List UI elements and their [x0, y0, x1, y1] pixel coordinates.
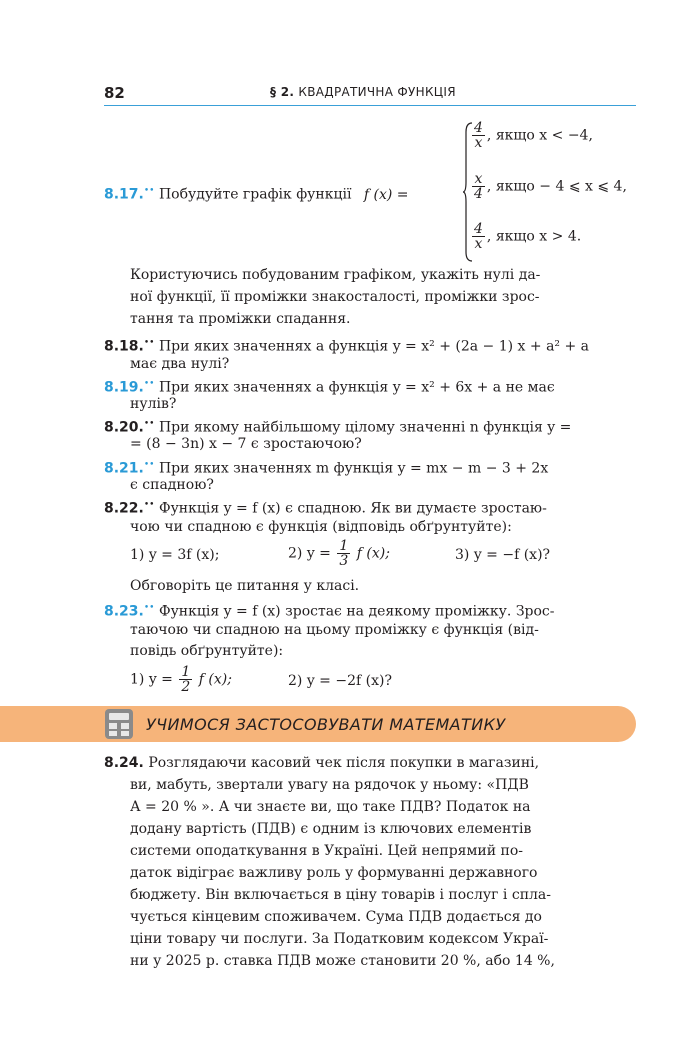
exercise-8-24-line: даток відіграє важливу роль у формуванні державного: [130, 865, 538, 881]
exercise-8-23-line: повідь обґрунтуйте):: [130, 643, 284, 659]
exercise-text: Функція y = f (x) зростає на деякому проміжку. Зрос-: [158, 603, 555, 620]
option-label: 2) y =: [288, 545, 331, 562]
page-number: 82: [104, 84, 125, 102]
exercise-8-17-intro: [104, 180, 409, 206]
option-expression: f (x);: [198, 671, 232, 688]
fraction: $\frac{4}{x}$: [474, 120, 483, 151]
exercise-8-22-line: Обговоріть це питання у класі.: [130, 578, 360, 594]
exercise-8-23-line: таючою чи спадною на цьому проміжку є функція (від-: [130, 622, 539, 638]
option-label: 1) y =: [130, 671, 173, 688]
banner-title: УЧИМОСЯ ЗАСТОСОВУВАТИ МАТЕМАТИКУ: [146, 715, 506, 734]
exercise-8-18-line: має два нулі?: [130, 356, 230, 372]
exercise-8-24: [104, 752, 539, 775]
exercise-8-21-line: є спадною?: [130, 477, 214, 493]
exercise-number: 8.22.: [104, 500, 144, 517]
exercise-number: 8.18.: [104, 338, 144, 355]
exercise-text: Побудуйте графік функції: [158, 186, 352, 203]
exercise-8-22-option-1: 1) y = 3f (x);: [130, 547, 220, 563]
exercise-8-19-line: нулів?: [130, 396, 177, 412]
piece-condition: , якщо − 4 ⩽ x ⩽ 4,: [486, 178, 627, 195]
difficulty-mark: ••: [143, 460, 155, 470]
exercise-number: 8.21.: [104, 460, 144, 477]
exercise-number: 8.17.: [104, 186, 144, 203]
difficulty-mark: ••: [143, 338, 155, 348]
fraction: $\frac{1}{2}$: [181, 664, 191, 695]
exercise-8-24-line: додану вартість (ПДВ) є одним із ключових елементів: [130, 821, 532, 837]
exercise-8-22-option-2: [288, 539, 390, 568]
page-header: [104, 80, 636, 106]
exercise-text: Розглядаючи касовий чек після покупки в магазині,: [148, 755, 540, 771]
piece-2: [470, 172, 627, 201]
exercise-8-17-line: тання та проміжки спадання.: [130, 311, 351, 327]
exercise-8-24-line: ни у 2025 р. ставка ПДВ може становити 20 %, або 14 %,: [130, 953, 555, 969]
function-label: f (x) =: [363, 186, 409, 203]
option-expression: f (x);: [356, 545, 390, 562]
exercise-8-17-line: ної функції, її проміжки знакосталості, проміжки зрос-: [130, 289, 540, 305]
exercise-8-24-line: ціни товару чи послуги. За Податковим кодексом Украї-: [130, 931, 549, 947]
exercise-8-23-option-1: [130, 665, 232, 694]
exercise-text: При яких значеннях a функція y = x² + 6x + a не має: [158, 379, 555, 396]
exercise-text: При яких значеннях m функція y = mx − m − 3 + 2x: [158, 460, 549, 477]
exercise-8-22-line: чою чи спадною є функція (відповідь обґрунтуйте):: [130, 519, 512, 535]
exercise-text: Функція y = f (x) є спадною. Як ви думаєте зростаю-: [158, 500, 547, 517]
exercise-number: 8.20.: [104, 419, 144, 436]
exercise-8-24-line: бюджету. Він включається в ціну товарів і послуг і спла-: [130, 887, 551, 903]
fraction: $\frac{x}{4}$: [474, 171, 483, 202]
section-mark: § 2.: [270, 85, 295, 99]
difficulty-mark: ••: [143, 379, 155, 389]
exercise-8-24-line: системи оподаткування в Україні. Цей непрямий по-: [130, 843, 523, 859]
exercise-8-24-line: А = 20 % ». А чи знаєте ви, що таке ПДВ? Податок на: [130, 799, 531, 815]
exercise-8-24-line: чується кінцевим споживачем. Сума ПДВ додається до: [130, 909, 542, 925]
calculator-icon: [104, 708, 134, 740]
exercise-number: 8.24.: [104, 755, 144, 771]
exercise-8-22-option-3: 3) y = −f (x)?: [455, 547, 551, 563]
difficulty-mark: ••: [143, 500, 155, 510]
exercise-8-23-option-2: 2) y = −2f (x)?: [288, 673, 392, 689]
difficulty-mark: ••: [143, 186, 155, 196]
difficulty-mark: ••: [143, 419, 155, 429]
section-title-text: КВАДРАТИЧНА ФУНКЦІЯ: [298, 85, 456, 99]
difficulty-mark: ••: [143, 603, 155, 613]
header-rule: [104, 105, 636, 106]
fraction: $\frac{1}{3}$: [339, 538, 349, 569]
exercise-8-20-line: = (8 − 3n) x − 7 є зростаючою?: [130, 436, 362, 452]
piece-condition: , якщо x < −4,: [486, 127, 593, 144]
piece-3: [470, 222, 581, 251]
exercise-number: 8.19.: [104, 379, 144, 396]
section-title: [270, 85, 456, 99]
exercise-text: При яких значеннях a функція y = x² + (2a − 1) x + a² + a: [158, 338, 590, 355]
piece-condition: , якщо x > 4.: [486, 228, 582, 245]
exercise-text: При якому найбільшому цілому значенні n функція y =: [158, 419, 572, 436]
exercise-number: 8.23.: [104, 603, 144, 620]
exercise-8-17-line: Користуючись побудованим графіком, укажіть нулі да-: [130, 267, 541, 283]
exercise-8-24-line: ви, мабуть, звертали увагу на рядочок у ньому: «ПДВ: [130, 777, 529, 793]
piece-1: [470, 121, 593, 150]
fraction: $\frac{4}{x}$: [474, 221, 483, 252]
